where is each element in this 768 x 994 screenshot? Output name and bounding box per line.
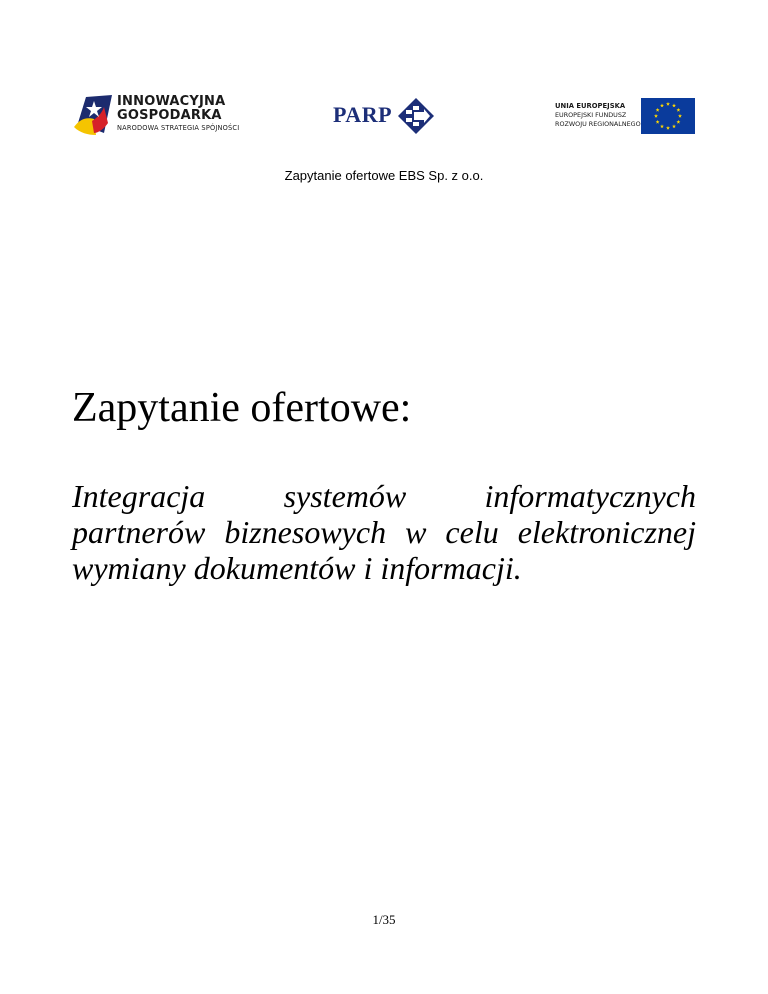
parp-wordmark: PARP: [333, 102, 393, 127]
ig-line1: INNOWACYJNA: [117, 94, 226, 109]
parp-logo: [333, 97, 437, 135]
innowacyjna-gospodarka-text: [117, 95, 239, 133]
document-subtitle: Integracja systemów informatycznych partnerów biznesowych w celu elektronicznej wymiany dokumentów i informacji.: [72, 478, 696, 586]
innowacyjna-gospodarka-logo-icon: [72, 93, 114, 137]
parp-logo-icon: [397, 97, 435, 135]
eu-flag-icon: [641, 98, 695, 134]
ig-line3: NARODOWA STRATEGIA SPÓJNOŚCI: [117, 124, 240, 132]
ue-line2: EUROPEJSKI FUNDUSZ: [555, 111, 627, 119]
unia-europejska-logo: [555, 98, 695, 134]
document-title: Zapytanie ofertowe:: [72, 385, 412, 431]
page-number: 1/35: [372, 912, 396, 927]
unia-europejska-text: [555, 101, 641, 129]
ue-line1: UNIA EUROPEJSKA: [555, 102, 626, 110]
ue-line3: ROZWOJU REGIONALNEGO: [555, 120, 641, 128]
document-header: Zapytanie ofertowe EBS Sp. z o.o.: [284, 168, 484, 183]
innowacyjna-gospodarka-logo: [72, 93, 242, 139]
ig-line2: GOSPODARKA: [117, 108, 222, 123]
